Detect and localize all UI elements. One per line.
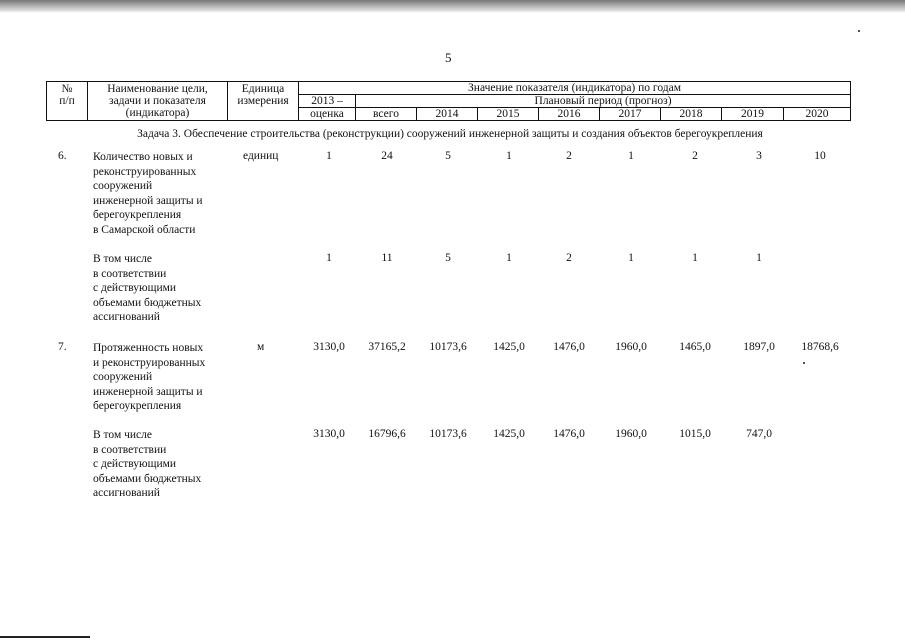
indicator-name: В том числе в соответствии с действующими объемами бюджетных ассигнований	[93, 429, 202, 499]
value-2019: 3	[756, 150, 762, 162]
row-number: 6.	[58, 150, 67, 162]
indicator-name: Протяженность новых и реконструированных сооружений инженерной защиты и берегоукрепления	[93, 342, 206, 412]
header-unit-line2: измерения	[237, 95, 289, 107]
header-year-2014: 2014	[417, 108, 478, 121]
header-values-title: Значение показателя (индикатора) по годам	[299, 82, 851, 95]
indicator-name: В том числе в соответствии с действующими объемами бюджетных ассигнований	[93, 253, 202, 323]
value-total: 37165,2	[368, 341, 406, 353]
value-2016: 1476,0	[553, 341, 585, 353]
value-estimate: 1	[326, 150, 332, 162]
header-year-2018: 2018	[661, 108, 722, 121]
header-name-line3: (индикатора)	[125, 107, 190, 119]
value-2017: 1960,0	[615, 428, 647, 440]
unit-cell: м	[257, 341, 265, 353]
value-2014: 10173,6	[429, 341, 467, 353]
value-2016: 1476,0	[553, 428, 585, 440]
value-2019: 1897,0	[743, 341, 775, 353]
table-header	[46, 81, 851, 121]
task-title: Задача 3. Обеспечение строительства (реконструкции) сооружений инженерной защиты и создания объектов берегоукрепления	[137, 128, 763, 140]
header-num-line2: п/п	[59, 95, 75, 107]
value-2015: 1425,0	[493, 341, 525, 353]
header-total: всего	[356, 108, 417, 121]
header-name-cell	[88, 82, 228, 121]
value-total: 24	[381, 150, 393, 162]
header-plan-title: Плановый период (прогноз)	[356, 95, 851, 108]
value-total: 11	[381, 252, 393, 264]
value-2019: 1	[756, 252, 762, 264]
header-name-line2: задачи и показателя	[109, 95, 206, 107]
header-num-cell	[47, 82, 88, 121]
value-2020: 18768,6	[801, 341, 839, 353]
value-2018: 1015,0	[679, 428, 711, 440]
indicator-name: Количество новых и реконструированных сооружений инженерной защиты и берегоукрепления в Самарской области	[93, 151, 203, 236]
value-2017: 1	[628, 252, 634, 264]
scan-edge-artifact	[0, 0, 905, 13]
value-2017: 1	[628, 150, 634, 162]
row-number: 7.	[58, 341, 67, 353]
scan-speck	[803, 362, 805, 364]
header-year-2020: 2020	[784, 108, 851, 121]
value-2017: 1960,0	[615, 341, 647, 353]
header-unit-line1: Единица	[241, 83, 285, 95]
header-name-line1: Наименование цели,	[107, 83, 208, 95]
scan-speck	[858, 30, 860, 32]
value-2018: 1465,0	[679, 341, 711, 353]
header-estimate-line2: оценка	[299, 108, 356, 121]
header-year-2019: 2019	[722, 108, 784, 121]
value-2016: 2	[566, 252, 572, 264]
header-estimate-line1: 2013 –	[299, 95, 356, 108]
header-year-2017: 2017	[600, 108, 661, 121]
header-year-2015: 2015	[478, 108, 539, 121]
value-2019: 747,0	[746, 428, 772, 440]
value-2015: 1	[506, 150, 512, 162]
scan-edge-artifact	[0, 636, 90, 638]
value-total: 16796,6	[368, 428, 406, 440]
page-number: 5	[445, 50, 452, 65]
value-estimate: 3130,0	[313, 428, 345, 440]
header-unit-cell	[228, 82, 299, 121]
value-2016: 2	[566, 150, 572, 162]
value-2014: 5	[445, 150, 451, 162]
value-estimate: 3130,0	[313, 341, 345, 353]
value-2018: 1	[692, 252, 698, 264]
value-2020: 10	[814, 150, 826, 162]
value-estimate: 1	[326, 252, 332, 264]
value-2015: 1425,0	[493, 428, 525, 440]
header-year-2016: 2016	[539, 108, 600, 121]
value-2014: 10173,6	[429, 428, 467, 440]
header-num-line1: №	[61, 83, 73, 95]
value-2018: 2	[692, 150, 698, 162]
unit-cell: единиц	[243, 150, 279, 162]
value-2014: 5	[445, 252, 451, 264]
value-2015: 1	[506, 252, 512, 264]
